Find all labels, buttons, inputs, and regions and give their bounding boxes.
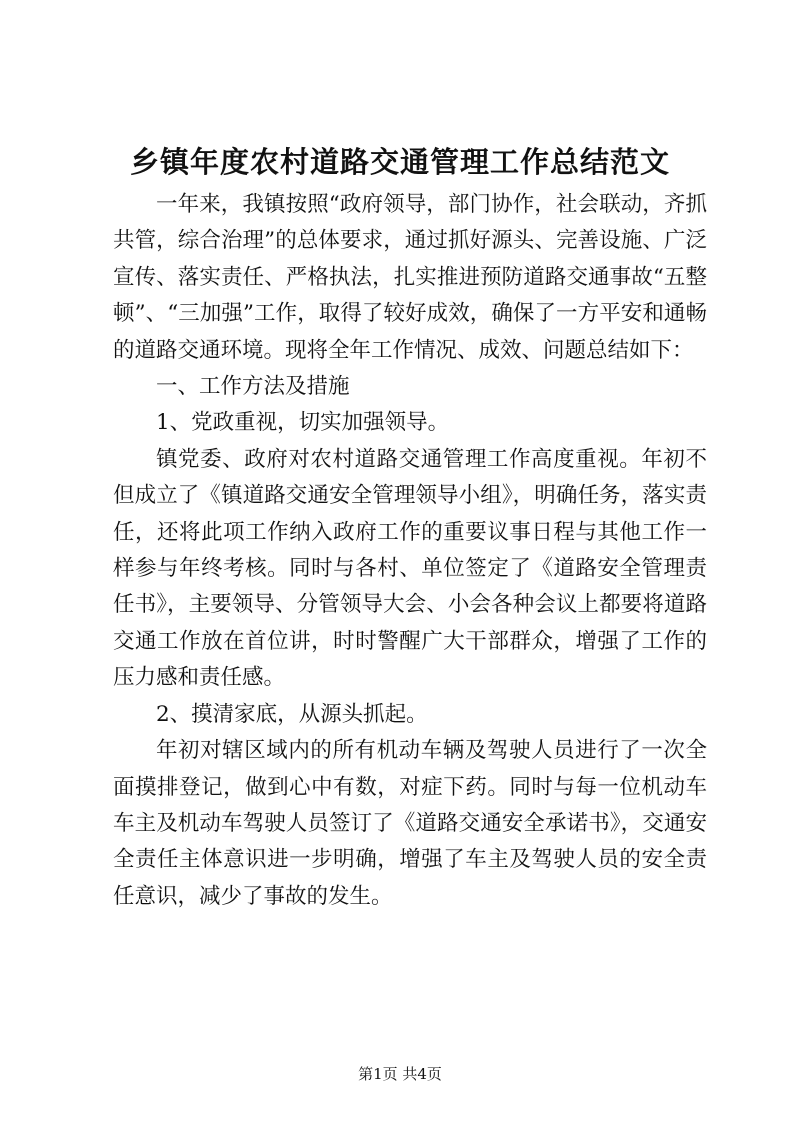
paragraph-2: 年初对辖区域内的所有机动车辆及驾驶人员进行了一次全面摸排登记，做到心中有数，对症下药。同时与每一位机动车车主及机动车驾驶人员签订了《道路交通安全承诺书》，交通安全责任主体意识进一步明确，增强了车主及驾驶人员的安全责任意识，减少了事故的发生。	[113, 738, 707, 909]
subheading-2: 2、摸清家底，从源头抓起。	[156, 701, 428, 727]
subheading-1: 1、党政重视，切实加强领导。	[156, 410, 450, 436]
paragraph-1: 镇党委、政府对农村道路交通管理工作高度重视。年初不但成立了《镇道路交通安全管理领导小组》，明确任务，落实责任，还将此项工作纳入政府工作的重要议事日程与其他工作一样参与年终考核。同时与各村、单位签定了《道路安全管理责任书》，主要领导、分管领导大会、小会各种会议上都要将道路交通工作放在首位讲，时时警醒广大干部群众，增强了工作的压力感和责任感。	[113, 446, 707, 691]
paragraph-intro: 一年来，我镇按照“政府领导，部门协作，社会联动，齐抓共管，综合治理”的总体要求，通过抓好源头、完善设施、广泛宣传、落实责任、严格执法，扎实推进预防道路交通事故“五整顿”、“三加强”工作，取得了较好成效，确保了一方平安和通畅的道路交通环境。现将全年工作情况、成效、问题总结如下：	[113, 192, 707, 363]
document-body	[113, 187, 707, 915]
page-footer: 第1页 共4页	[358, 1065, 442, 1083]
section-heading: 一、工作方法及措施	[156, 374, 350, 400]
document-title: 乡镇年度农村道路交通管理工作总结范文	[129, 145, 670, 179]
